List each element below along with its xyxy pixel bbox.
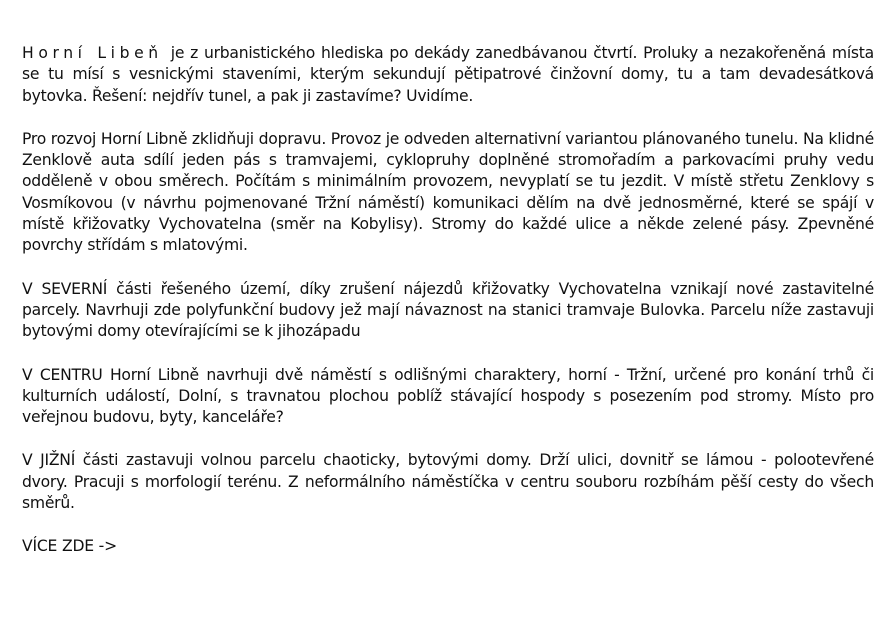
south-paragraph: V JIŽNÍ části zastavuji volnou parcelu chaoticky, bytovými domy. Drží ulici, dovnitř se lámou - polootevřené dvory. Pracuji s morfologií terénu. Z neformálního náměstíčka v centru souboru rozbíhám pěší cesty do všech směrů. <box>22 451 874 513</box>
intro-text: je z urbanistického hlediska po dekády zanedbávanou čtvrtí. Proluky a nezakořeněná místa se tu mísí s vesnickými staveními, kterým sekundují pětipatrové činžovní domy, tu a tam devadesátková bytovka. Řešení: nejdřív tunel, a pak ji zastavíme? Uvidíme. <box>22 44 874 105</box>
center-paragraph: V CENTRU Horní Libně navrhuji dvě náměstí s odlišnými charaktery, horní - Tržní, určené pro konání trhů či kulturních událostí, Dolní, s travnatou plochou poblíž stávající hospody s posezením pod stromy. Místo pro veřejnou budovu, byty, kanceláře? <box>22 365 874 427</box>
place-name: Horní Libeň <box>22 44 163 62</box>
north-paragraph: V SEVERNÍ části řešeného území, díky zrušení nájezdů křižovatky Vychovatelna vznikají nové zastavitelné parcely. Navrhuji zde polyfunkční budovy jež mají návaznost na stanici tramvaje Bulovka. Parcelu níže zastavuji bytovými domy otevírajícími se k jihozápadu <box>22 279 874 341</box>
article-body <box>22 43 874 558</box>
more-link[interactable]: VÍCE ZDE -> <box>22 537 117 556</box>
traffic-paragraph: Pro rozvoj Horní Libně zklidňuji dopravu. Provoz je odveden alternativní variantou plánovaného tunelu. Na klidné Zenklově auta sdílí jeden pás s tramvajemi, cyklopruhy doplněné stromořadím a parkovacími pruhy vedu odděleně v obou směrech. Počítám s minimálním provozem, nevyplatí se tu jezdit. V místě střetu Zenklovy s Vosmíkovou (v návrhu pojmenované Tržní náměstí) komunikaci dělím na dvě jednosměrné, které se spájí v místě křižovatky Vychovatelna (směr na Kobylisy). Stromy do každé ulice a někde zelené pásy. Zpevněné povrchy střídám s mlatovými. <box>22 129 874 255</box>
intro-paragraph <box>22 43 874 107</box>
